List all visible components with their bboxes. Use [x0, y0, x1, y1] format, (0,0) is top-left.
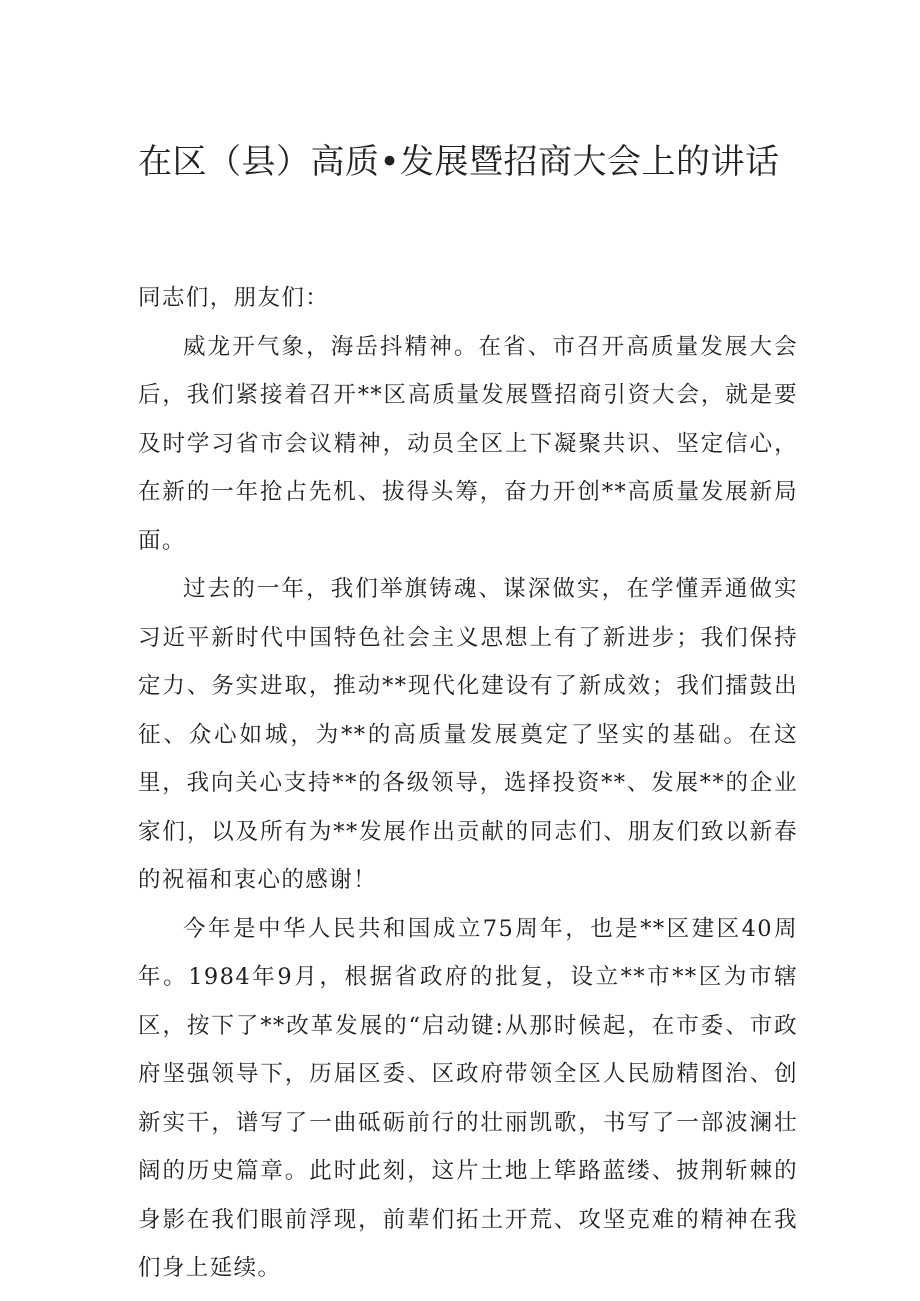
document-title: 在区（县）高质•发展暨招商大会上的讲话: [138, 142, 780, 182]
document-body: [138, 274, 798, 1293]
salutation: 同志们，朋友们：: [138, 285, 330, 311]
paragraph-3: 今年是中华人民共和国成立75周年，也是**区建区40周年。1984年9月，根据省政府的批复，设立**市**区为市辖区，按下了**改革发展的“启动键:从那时候起，在市委、市政府坚强领导下，历届区委、区政府带领全区人民励精图治、创新实干，谱写了一曲砥砺前行的壮丽凯歌，书写了一部波澜壮阔的历史篇章。此时此刻，这片土地上筚路蓝缕、披荆斩棘的身影在我们眼前浮现，前辈们拓土开荒、攻坚克难的精神在我们身上延续。: [138, 915, 798, 1281]
paragraph-1: 威龙开气象，海岳抖精神。在省、市召开高质量发展大会后，我们紧接着召开**区高质量发展暨招商引资大会，就是要及时学习省市会议精神，动员全区上下凝聚共识、坚定信心，在新的一年抢占先机、拔得头筹，奋力开创**高质量发展新局面。: [138, 333, 798, 554]
paragraph-2: 过去的一年，我们举旗铸魂、谋深做实，在学懂弄通做实习近平新时代中国特色社会主义思想上有了新进步；我们保持定力、务实进取，推动**现代化建设有了新成效；我们擂鼓出征、众心如城，为**的高质量发展奠定了坚实的基础。在这里，我向关心支持**的各级领导，选择投资**、发展**的企业家们，以及所有为**发展作出贡献的同志们、朋友们致以新春的祝福和衷心的感谢！: [138, 576, 798, 893]
